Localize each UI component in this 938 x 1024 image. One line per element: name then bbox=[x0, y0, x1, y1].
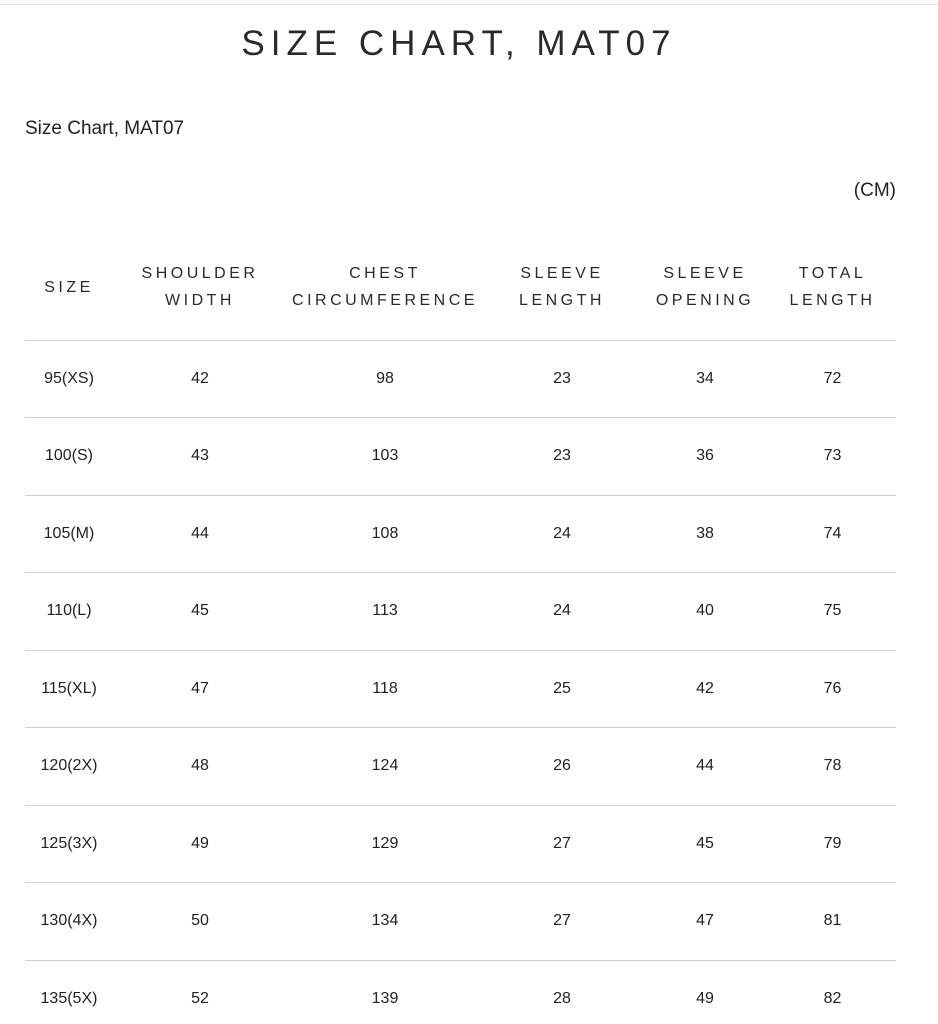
cell-chest-circumference: 118 bbox=[287, 650, 483, 728]
cell-total-length: 81 bbox=[769, 883, 896, 961]
cell-sleeve-opening: 45 bbox=[641, 805, 769, 883]
header-sleeve-length bbox=[483, 235, 641, 340]
table-row bbox=[25, 883, 896, 961]
table-row bbox=[25, 728, 896, 806]
header-line: WIDTH bbox=[165, 292, 235, 310]
header-line: LENGTH bbox=[519, 292, 605, 310]
page-title: SIZE CHART, MAT07 bbox=[241, 24, 677, 63]
cell-total-length: 74 bbox=[769, 495, 896, 573]
header-sleeve-opening bbox=[641, 235, 769, 340]
header-line: CHEST bbox=[349, 265, 421, 283]
header-line: SIZE bbox=[44, 278, 94, 296]
cell-sleeve-length: 28 bbox=[483, 960, 641, 1024]
cell-shoulder-width: 50 bbox=[113, 883, 287, 961]
cell-sleeve-length: 27 bbox=[483, 883, 641, 961]
cell-sleeve-opening: 34 bbox=[641, 340, 769, 418]
cell-size: 105(M) bbox=[25, 495, 113, 573]
header-size bbox=[25, 235, 113, 340]
cell-shoulder-width: 49 bbox=[113, 805, 287, 883]
header-shoulder-width bbox=[113, 235, 287, 340]
cell-chest-circumference: 129 bbox=[287, 805, 483, 883]
cell-sleeve-opening: 44 bbox=[641, 728, 769, 806]
cell-total-length: 79 bbox=[769, 805, 896, 883]
table-row bbox=[25, 340, 896, 418]
table-row bbox=[25, 495, 896, 573]
table-header-row bbox=[25, 235, 896, 340]
cell-size: 100(S) bbox=[25, 418, 113, 496]
cell-shoulder-width: 47 bbox=[113, 650, 287, 728]
size-table bbox=[25, 235, 896, 1024]
cell-total-length: 72 bbox=[769, 340, 896, 418]
header-line: CIRCUMFERENCE bbox=[292, 292, 478, 310]
cell-chest-circumference: 103 bbox=[287, 418, 483, 496]
table-row bbox=[25, 960, 896, 1024]
cell-size: 135(5X) bbox=[25, 960, 113, 1024]
cell-shoulder-width: 44 bbox=[113, 495, 287, 573]
cell-chest-circumference: 139 bbox=[287, 960, 483, 1024]
cell-shoulder-width: 48 bbox=[113, 728, 287, 806]
cell-sleeve-opening: 42 bbox=[641, 650, 769, 728]
header-line: TOTAL bbox=[798, 265, 867, 283]
cell-sleeve-length: 23 bbox=[483, 340, 641, 418]
header-chest-circumference bbox=[287, 235, 483, 340]
cell-size: 125(3X) bbox=[25, 805, 113, 883]
header-line: SHOULDER bbox=[141, 265, 259, 283]
unit-label: (CM) bbox=[853, 180, 896, 201]
table-row bbox=[25, 573, 896, 651]
table-row bbox=[25, 805, 896, 883]
cell-sleeve-opening: 40 bbox=[641, 573, 769, 651]
table-row bbox=[25, 418, 896, 496]
cell-size: 110(L) bbox=[25, 573, 113, 651]
header-line: OPENING bbox=[655, 292, 755, 310]
cell-total-length: 75 bbox=[769, 573, 896, 651]
cell-sleeve-length: 24 bbox=[483, 495, 641, 573]
cell-sleeve-length: 26 bbox=[483, 728, 641, 806]
header-line: SLEEVE bbox=[663, 265, 747, 283]
top-divider bbox=[0, 4, 938, 5]
cell-chest-circumference: 108 bbox=[287, 495, 483, 573]
cell-size: 115(XL) bbox=[25, 650, 113, 728]
cell-size: 130(4X) bbox=[25, 883, 113, 961]
cell-size: 120(2X) bbox=[25, 728, 113, 806]
cell-sleeve-length: 25 bbox=[483, 650, 641, 728]
cell-sleeve-opening: 38 bbox=[641, 495, 769, 573]
cell-shoulder-width: 52 bbox=[113, 960, 287, 1024]
cell-sleeve-length: 23 bbox=[483, 418, 641, 496]
cell-size: 95(XS) bbox=[25, 340, 113, 418]
cell-sleeve-opening: 49 bbox=[641, 960, 769, 1024]
cell-sleeve-length: 24 bbox=[483, 573, 641, 651]
cell-shoulder-width: 42 bbox=[113, 340, 287, 418]
cell-sleeve-opening: 36 bbox=[641, 418, 769, 496]
page-subtitle: Size Chart, MAT07 bbox=[25, 118, 185, 139]
cell-total-length: 76 bbox=[769, 650, 896, 728]
cell-shoulder-width: 45 bbox=[113, 573, 287, 651]
cell-chest-circumference: 98 bbox=[287, 340, 483, 418]
cell-sleeve-opening: 47 bbox=[641, 883, 769, 961]
header-line: LENGTH bbox=[789, 292, 876, 310]
cell-sleeve-length: 27 bbox=[483, 805, 641, 883]
cell-chest-circumference: 113 bbox=[287, 573, 483, 651]
table-row bbox=[25, 650, 896, 728]
cell-total-length: 82 bbox=[769, 960, 896, 1024]
cell-chest-circumference: 124 bbox=[287, 728, 483, 806]
cell-shoulder-width: 43 bbox=[113, 418, 287, 496]
cell-total-length: 78 bbox=[769, 728, 896, 806]
cell-total-length: 73 bbox=[769, 418, 896, 496]
header-line: SLEEVE bbox=[520, 265, 604, 283]
cell-chest-circumference: 134 bbox=[287, 883, 483, 961]
header-total-length bbox=[769, 235, 896, 340]
